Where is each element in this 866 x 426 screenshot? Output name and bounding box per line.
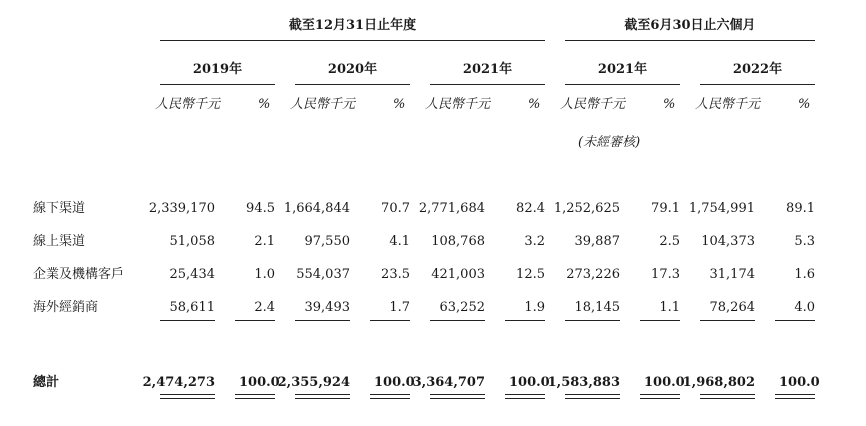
subtotal-rule (775, 320, 815, 321)
percent-cell: 70.7 (381, 201, 410, 216)
percent-cell: 1.6 (794, 267, 815, 282)
unit-rmb: 人民幣千元 (155, 97, 221, 112)
subtotal-rule (295, 320, 350, 321)
percent-cell: 94.5 (246, 201, 275, 216)
amount-cell: 31,174 (709, 267, 755, 282)
unit-pct: % (393, 97, 406, 112)
row-label: 海外經銷商 (33, 300, 99, 315)
year-header-2021-half: 2021年 (597, 62, 648, 77)
total-double-rule (775, 394, 815, 399)
subtotal-rule (235, 320, 275, 321)
percent-cell: 1.1 (659, 300, 680, 315)
year-header-2020: 2020年 (327, 62, 378, 77)
subtotal-rule (565, 320, 620, 321)
subtotal-rule (640, 320, 680, 321)
amount-cell: 108,768 (431, 234, 485, 249)
subtotal-rule (370, 320, 410, 321)
amount-cell: 78,264 (709, 300, 755, 315)
amount-cell: 1,754,991 (688, 201, 755, 216)
amount-cell: 58,611 (169, 300, 215, 315)
percent-cell: 12.5 (516, 267, 545, 282)
total-percent: 100.0 (644, 375, 685, 390)
percent-cell: 2.4 (254, 300, 275, 315)
total-amount: 2,355,924 (277, 375, 350, 390)
amount-cell: 2,339,170 (148, 201, 215, 216)
unit-pct: % (528, 97, 541, 112)
total-double-rule (370, 394, 410, 399)
percent-cell: 1.0 (254, 267, 275, 282)
amount-cell: 63,252 (439, 300, 485, 315)
percent-cell: 3.2 (524, 234, 545, 249)
total-percent: 100.0 (374, 375, 415, 390)
year-rule (700, 84, 815, 85)
amount-cell: 39,887 (574, 234, 620, 249)
total-double-rule (160, 394, 215, 399)
row-label: 線上渠道 (33, 234, 86, 249)
total-double-rule (235, 394, 275, 399)
total-double-rule (700, 394, 755, 399)
percent-cell: 82.4 (516, 201, 545, 216)
year-header-2019: 2019年 (192, 62, 243, 77)
percent-cell: 2.1 (254, 234, 275, 249)
unaudited-note: (未經審核) (578, 135, 641, 150)
total-double-rule (565, 394, 620, 399)
unit-rmb: 人民幣千元 (290, 97, 356, 112)
total-double-rule (505, 394, 545, 399)
percent-cell: 89.1 (786, 201, 815, 216)
subtotal-rule (700, 320, 755, 321)
subtotal-rule (505, 320, 545, 321)
period-half-rule (565, 40, 815, 41)
period-half-header: 截至6月30日止六個月 (624, 18, 756, 33)
amount-cell: 421,003 (431, 267, 485, 282)
year-header-2022-half: 2022年 (732, 62, 783, 77)
year-header-2021: 2021年 (462, 62, 513, 77)
percent-cell: 5.3 (794, 234, 815, 249)
amount-cell: 25,434 (169, 267, 215, 282)
percent-cell: 4.1 (389, 234, 410, 249)
year-rule (160, 84, 275, 85)
unit-pct: % (258, 97, 271, 112)
percent-cell: 23.5 (381, 267, 410, 282)
amount-cell: 18,145 (574, 300, 620, 315)
amount-cell: 104,373 (701, 234, 755, 249)
amount-cell: 51,058 (169, 234, 215, 249)
subtotal-rule (160, 320, 215, 321)
total-amount: 3,364,707 (412, 375, 485, 390)
total-percent: 100.0 (779, 375, 820, 390)
total-label: 總計 (33, 375, 60, 390)
amount-cell: 39,493 (304, 300, 350, 315)
row-label: 線下渠道 (33, 201, 86, 216)
total-double-rule (295, 394, 350, 399)
total-percent: 100.0 (509, 375, 550, 390)
total-double-rule (640, 394, 680, 399)
year-rule (565, 84, 680, 85)
percent-cell: 17.3 (651, 267, 680, 282)
subtotal-rule (430, 320, 485, 321)
unit-pct: % (663, 97, 676, 112)
total-double-rule (430, 394, 485, 399)
total-amount: 2,474,273 (142, 375, 215, 390)
period-annual-header: 截至12月31日止年度 (288, 18, 417, 33)
percent-cell: 2.5 (659, 234, 680, 249)
row-label: 企業及機構客戶 (33, 267, 125, 282)
percent-cell: 79.1 (651, 201, 680, 216)
year-rule (430, 84, 545, 85)
percent-cell: 4.0 (794, 300, 815, 315)
percent-cell: 1.9 (524, 300, 545, 315)
total-percent: 100.0 (239, 375, 280, 390)
percent-cell: 1.7 (389, 300, 410, 315)
total-amount: 1,968,802 (682, 375, 755, 390)
total-amount: 1,583,883 (547, 375, 620, 390)
amount-cell: 554,037 (296, 267, 350, 282)
unit-pct: % (798, 97, 811, 112)
amount-cell: 273,226 (566, 267, 620, 282)
unit-rmb: 人民幣千元 (425, 97, 491, 112)
unit-rmb: 人民幣千元 (695, 97, 761, 112)
amount-cell: 97,550 (304, 234, 350, 249)
year-rule (295, 84, 410, 85)
unit-rmb: 人民幣千元 (560, 97, 626, 112)
period-annual-rule (160, 40, 545, 41)
amount-cell: 1,252,625 (553, 201, 620, 216)
amount-cell: 1,664,844 (283, 201, 350, 216)
amount-cell: 2,771,684 (418, 201, 485, 216)
